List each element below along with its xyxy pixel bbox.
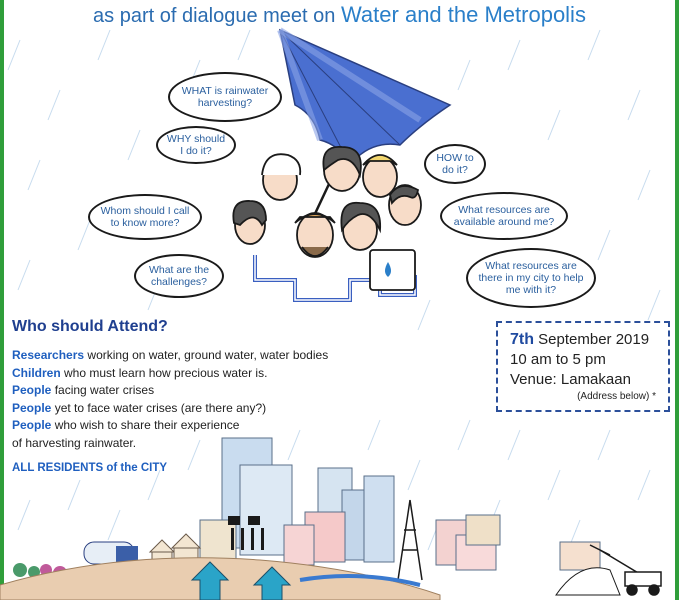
bubble-resources-around: What resources are available around me? [440,192,568,240]
bubble-why: WHY should I do it? [156,126,236,164]
header-highlight: Water and the Metropolis [340,2,586,27]
tower-icon [398,500,422,580]
event-venue: Venue: Lamakaan [510,371,631,388]
bubble-what: WHAT is rainwater harvesting? [168,72,282,122]
event-date: 7th September 2019 [510,331,650,348]
all-residents: ALL RESIDENTS of the CITY [12,462,168,474]
audience-row: Researchers working on water, ground water, water bodies [12,348,329,362]
header-prefix: as part of dialogue meet on [93,5,336,27]
audience-row: People who wish to share their experience [12,418,240,432]
audience-row: People facing water crises [12,383,155,397]
bubble-resources-city: What resources are there in my city to help me with it? [466,248,596,308]
bubble-how: HOW to do it? [424,144,486,184]
address-note: (Address below) * [577,391,656,402]
bubble-whom: Whom should I call to know more? [88,194,202,240]
audience-row: People yet to face water crises (are there any?) [12,400,267,415]
audience-row: Children who must learn how precious water is. [12,365,268,380]
who-should-attend-heading: Who should Attend? [12,318,168,335]
event-details-box [496,321,670,412]
event-time: 10 am to 5 pm [510,351,606,368]
bubble-challenges: What are the challenges? [134,254,224,298]
city-scene [0,420,679,600]
audience-row: of harvesting rainwater. [12,435,137,450]
